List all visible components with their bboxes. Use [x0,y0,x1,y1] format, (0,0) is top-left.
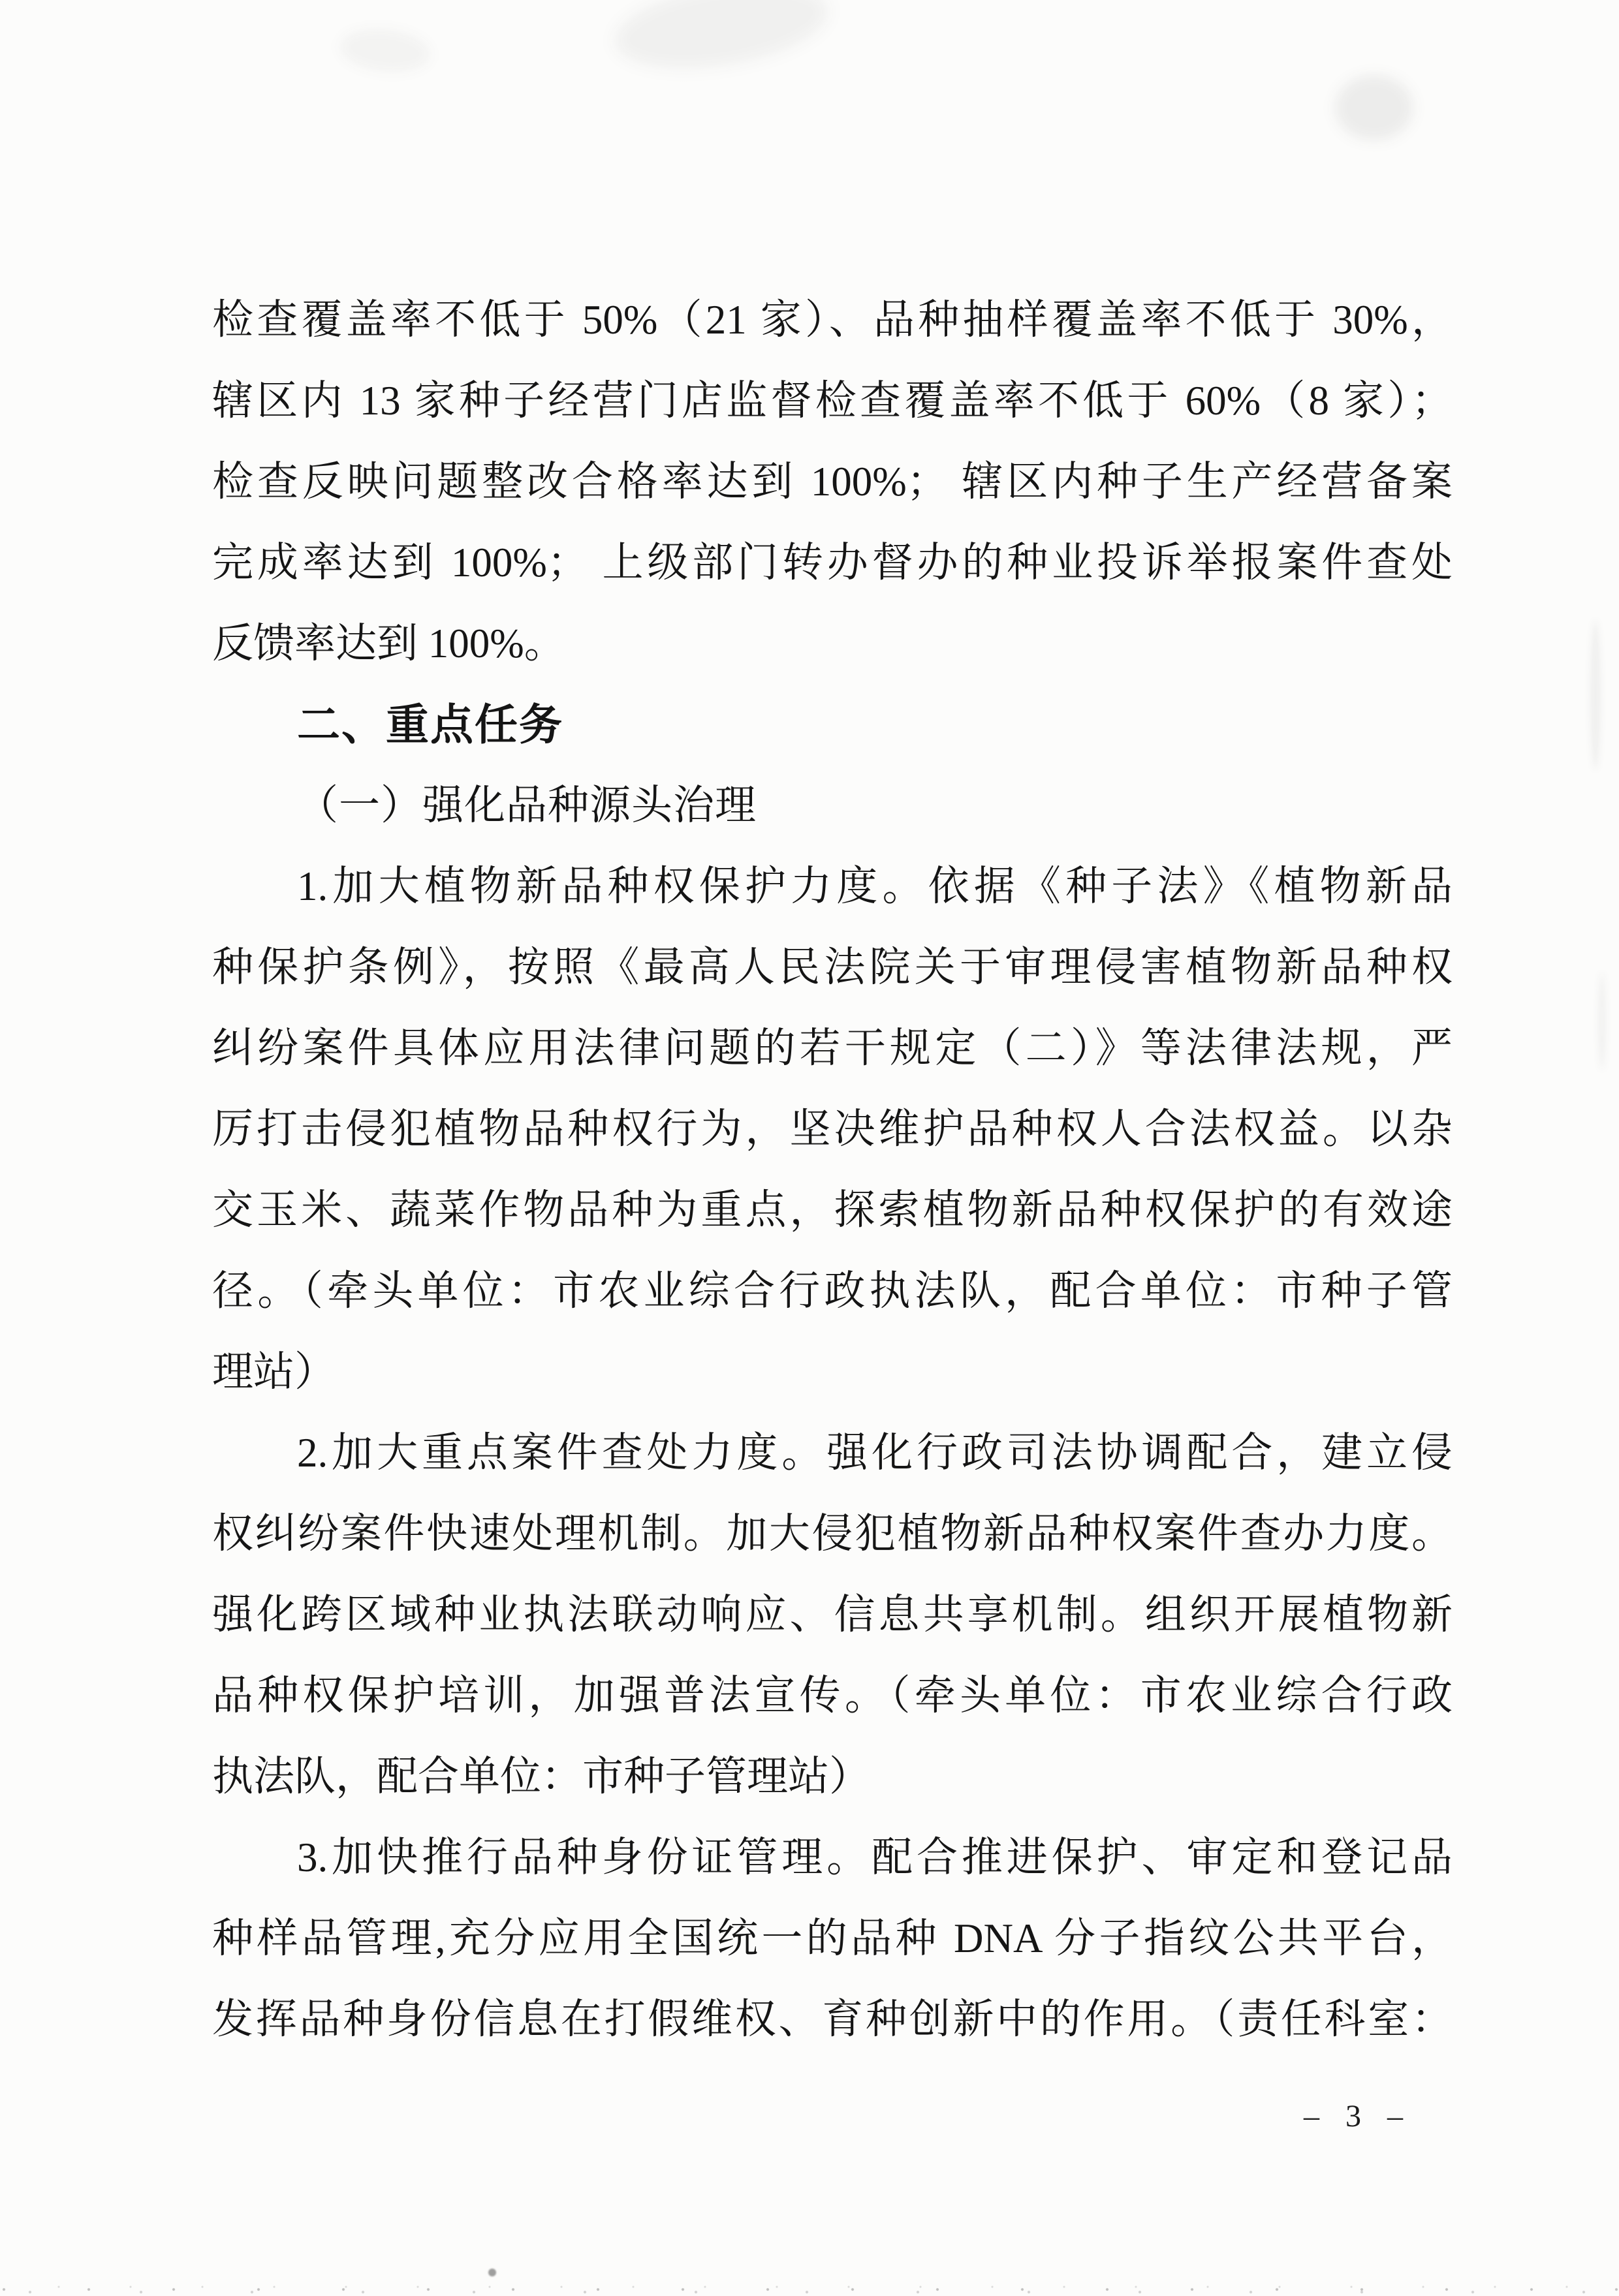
body-line: 品种权保护培训，加强普法宣传。（牵头单位：市农业综合行政 [212,1673,1453,1718]
body-line: 径。（牵头单位：市农业综合行政执法队，配合单位：市种子管 [212,1268,1453,1314]
scan-smudge [1598,972,1606,1070]
body-line: 发挥品种身份信息在打假维权、育种创新中的作用。（责任科室： [212,1996,1453,2042]
body-line: 1.加大植物新品种权保护力度。依据《种子法》《植物新品 [297,863,1453,909]
section-heading-l2: （一）强化品种源头治理 [297,783,757,828]
scan-smudge [338,25,433,76]
body-line: 种样品管理,充分应用全国统一的品种 DNA 分子指纹公共平台， [212,1916,1453,1961]
body-line: 种保护条例》，按照《最高人民法院关于审理侵害植物新品种权 [212,944,1453,990]
document-body [212,279,1453,2060]
body-line: 理站） [212,1349,336,1395]
scan-smudge [1335,75,1413,140]
body-line: 检查反映问题整改合格率达到 100%； 辖区内种子生产经营备案 [212,459,1453,504]
body-line: 2.加大重点案件查处力度。强化行政司法协调配合，建立侵 [297,1430,1453,1476]
section-heading-l1: 二、重点任务 [297,700,563,749]
body-line: 权纠纷案件快速处理机制。加大侵犯植物新品种权案件查办力度。 [212,1511,1453,1557]
body-line: 检查覆盖率不低于 50%（21 家）、品种抽样覆盖率不低于 30%， [212,297,1453,343]
scan-smudge [609,0,834,82]
body-line: 反馈率达到 100%。 [212,621,565,666]
scan-smudge [1590,620,1601,770]
body-line: 交玉米、蔬菜作物品种为重点，探索植物新品种权保护的有效途 [212,1187,1453,1233]
body-line: 完成率达到 100%； 上级部门转办督办的种业投诉举报案件查处 [212,540,1453,585]
body-line: 3.加快推行品种身份证管理。配合推进保护、审定和登记品 [297,1835,1453,1880]
body-line: 执法队，配合单位：市种子管理站） [212,1754,870,1799]
page-number: – 3 – [1304,2099,1412,2133]
body-line: 纠纷案件具体应用法律问题的若干规定（二）》等法律法规，严 [212,1025,1453,1071]
scan-speck [488,2269,496,2276]
scan-noise-band [0,2280,1619,2296]
body-line: 强化跨区域种业执法联动响应、信息共享机制。组织开展植物新 [212,1592,1453,1637]
body-line: 辖区内 13 家种子经营门店监督检查覆盖率不低于 60%（8 家）； [212,378,1453,424]
body-line: 厉打击侵犯植物品种权行为，坚决维护品种权人合法权益。以杂 [212,1106,1453,1152]
